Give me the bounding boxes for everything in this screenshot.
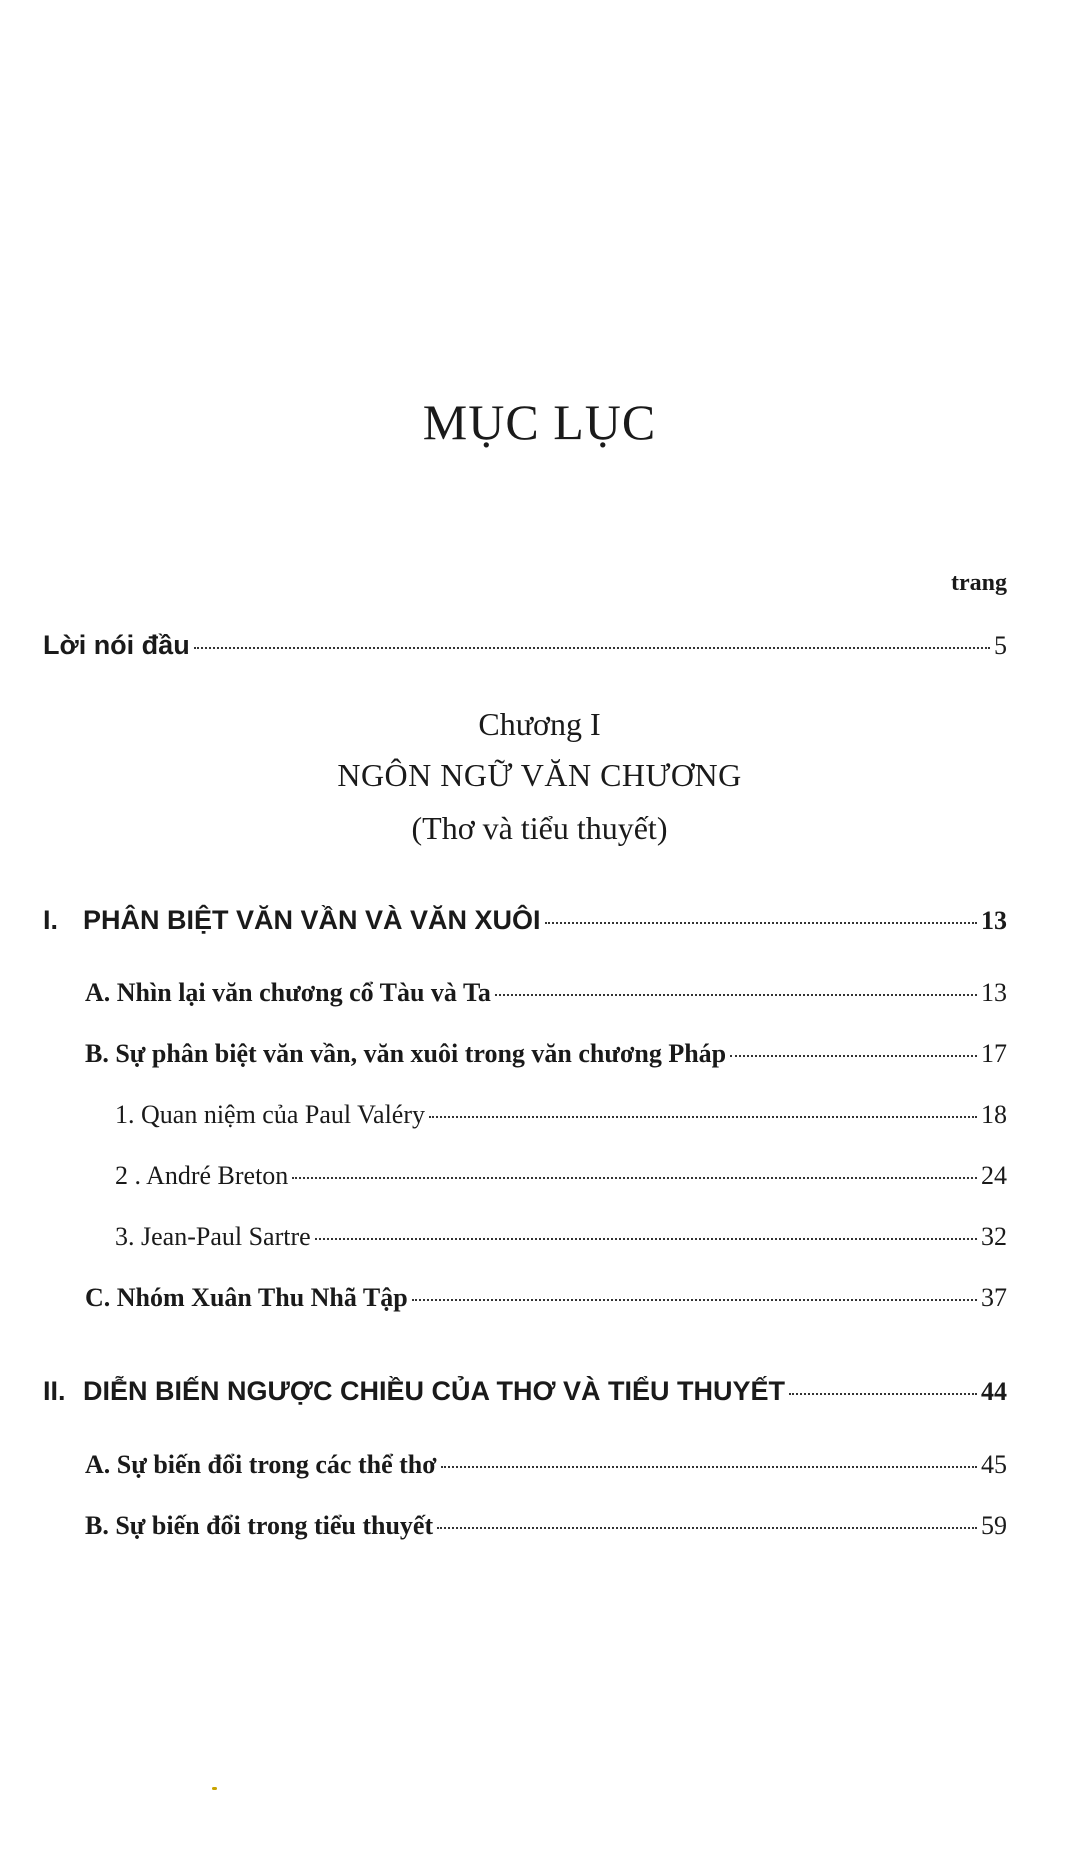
toc-section-1[interactable] [43,905,1007,936]
chapter-number: Chương I [478,706,601,742]
toc-entry[interactable] [85,1283,1007,1313]
dot-leader [315,1238,977,1240]
toc-section-number: I. [43,905,59,935]
toc-entry-label: 1. Quan niệm của Paul Valéry [115,1100,425,1129]
toc-entry-page: 13 [981,906,1007,935]
toc-entry-label: B. Sự biến đổi trong tiểu thuyết [85,1511,434,1540]
scan-speck [212,1787,217,1790]
dot-leader [789,1393,977,1395]
toc-entry-page: 45 [981,1450,1007,1479]
toc-entry-label: A. Nhìn lại văn chương cổ Tàu và Ta [85,978,491,1007]
dot-leader [495,994,977,996]
toc-entry-page: 13 [981,978,1007,1007]
toc-entry-preface[interactable] [43,630,1007,661]
toc-section-label [43,1376,785,1407]
toc-entry-page: 5 [994,631,1007,660]
toc-entry-label: B. Sự phân biệt văn vần, văn xuôi trong văn chương Pháp [85,1039,727,1068]
dot-leader [730,1055,977,1057]
toc-entry-label: 3. Jean-Paul Sartre [115,1222,311,1251]
toc-entry-label: A. Sự biến đổi trong các thể thơ [85,1450,437,1479]
toc-entry[interactable] [85,1450,1007,1480]
page-column-header: trang [951,570,1007,596]
dot-leader [292,1177,977,1179]
toc-entry-page: 32 [981,1222,1007,1251]
toc-entry-page: 37 [981,1283,1007,1312]
toc-subentry[interactable] [115,1222,1007,1252]
toc-entry-page: 17 [981,1039,1007,1068]
toc-entry[interactable] [85,1039,1007,1069]
toc-entry-label: C. Nhóm Xuân Thu Nhã Tập [85,1283,408,1312]
toc-section-number: II. [43,1376,66,1406]
toc-entry-page: 59 [981,1511,1007,1540]
toc-entry-page: 18 [981,1100,1007,1129]
toc-entry-page: 44 [981,1377,1007,1406]
toc-entry[interactable] [85,1511,1007,1541]
page-title: MỤC LỤC [422,394,657,450]
toc-section-2[interactable] [43,1376,1007,1407]
chapter-subtitle: (Thơ và tiểu thuyết) [411,810,668,846]
toc-subentry[interactable] [115,1161,1007,1191]
dot-leader [412,1299,977,1301]
toc-entry-label: Lời nói đầu [43,630,190,660]
dot-leader [545,922,977,924]
toc-entry-page: 24 [981,1161,1007,1190]
dot-leader [429,1116,977,1118]
toc-section-label [43,905,541,936]
toc-subentry[interactable] [115,1100,1007,1130]
toc-entry[interactable] [85,978,1007,1008]
toc-section-title: DIỄN BIẾN NGƯỢC CHIỀU CỦA THƠ VÀ TIỂU THUYẾT [83,1376,785,1406]
dot-leader [194,647,990,649]
toc-entry-label: 2 . André Breton [115,1161,289,1190]
dot-leader [441,1466,977,1468]
dot-leader [437,1527,977,1529]
chapter-title: NGÔN NGỮ VĂN CHƯƠNG [337,757,742,793]
toc-section-title: PHÂN BIỆT VĂN VẦN VÀ VĂN XUÔI [83,905,541,935]
